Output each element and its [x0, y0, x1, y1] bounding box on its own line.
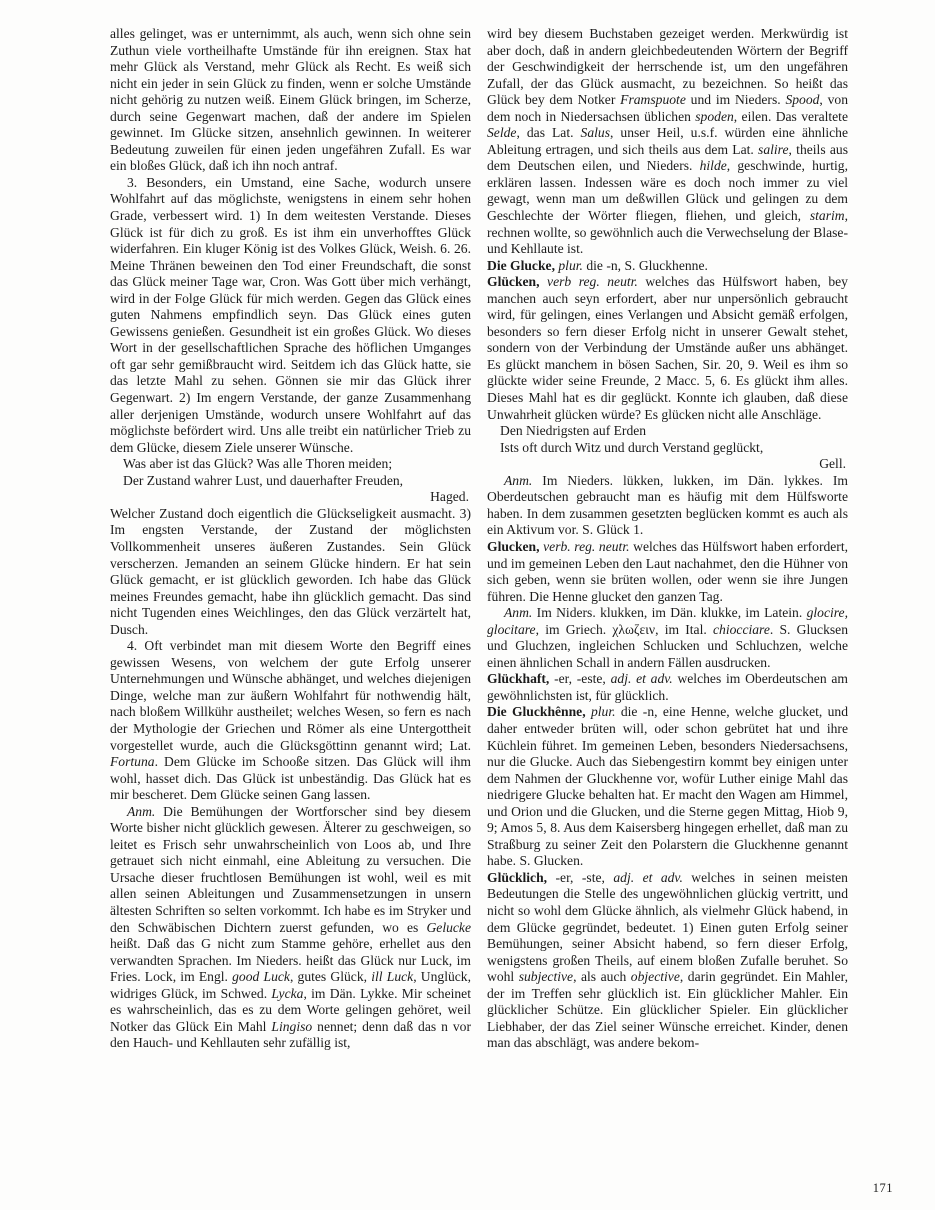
note-gluecken	[487, 473, 848, 539]
entry-glueckhaft	[487, 671, 848, 704]
continuation-paragraph	[487, 26, 848, 258]
text-segment: Im Nieders. lükken, lukken, im Dän. lykkes. Im Oberdeutschen gebraucht man es häufig mit dem Hülfsworte haben. In dem zusammen gesetzten beglücken kommt es auch als ein Aktivum vor. S. Glück 1.	[487, 472, 848, 538]
left-column	[110, 26, 471, 1052]
text-segment: -er, -ste,	[547, 869, 614, 885]
text-segment: starim	[809, 208, 845, 224]
text-segment: Glückhaft,	[487, 671, 550, 687]
right-column	[487, 26, 848, 1052]
text-segment: salire	[758, 141, 789, 157]
text-segment: Der Zustand wahrer Lust, und dauerhafter Freuden,	[123, 472, 404, 488]
text-segment	[540, 274, 548, 289]
entry-die-glucke	[487, 258, 848, 275]
text-segment: Glücklich,	[487, 869, 548, 885]
text-segment: Spood	[785, 92, 820, 108]
text-segment: Im Niders. klukken, im Dän. klukke, im Latein.	[532, 605, 807, 621]
text-segment: chiocciare	[713, 621, 770, 637]
sense-3-continued-paragraph	[110, 506, 471, 638]
text-segment: , rechnen wollte, so gewöhnlich auch die Verwechselung der Blase- und Kehllaute ist.	[487, 208, 848, 257]
text-segment: hilde	[699, 158, 727, 174]
page-columns	[110, 26, 848, 1052]
text-segment: Anm.	[504, 472, 533, 488]
text-segment: die -n, S. Gluckhenne.	[582, 257, 708, 273]
text-segment: , das Lat.	[516, 125, 581, 141]
text-segment: verb. reg. neutr.	[543, 538, 630, 554]
text-segment: Gell.	[819, 456, 846, 472]
text-segment: welches in seinen meisten Bedeutungen die Stelle des ungewöhnlichen glückig vertritt, und nicht so wohl dem Glücke ähnlich, als vielmehr Glück habend, in dem Glücke gegründet, bedeutet. 1) Einen guten Erfolg seiner Bemühungen, seiner Absicht habend, so fern dieser Erfolg, wenigstens großen Theils, auf einem bloßen Zufalle beruhet. So wohl	[487, 869, 848, 985]
text-segment: welches das Hülfswort haben erfordert, und im gemeinen Leben den Laut nachahmet, den die Hühner von sich geben, wenn sie brüten wollen, oder wenn sie ihre Jungen führen. Die Henne glucket den ganzen Tag.	[487, 538, 849, 604]
text-segment: , darin gegründet. Ein Mahler, der im Treffen sehr glücklich ist. Ein glücklicher Mahler. Ein glücklicher Schütze. Ein glücklicher Spieler. Ein glücklicher Liebhaber, der das Ziel seiner Wünsche erreichet. Kinder, denen man das abschlägt, was andere bekom-	[487, 969, 848, 1051]
text-segment: , geschwinde, hurtig, erklären lassen. Indessen wäre es doch noch immer zu viel gewagt, wenn man um deßwillen Glück und gelingen zu dem Geschlechte der Wörter fliegen, fliehen, und gleich,	[487, 158, 848, 224]
verse-line	[487, 440, 848, 457]
text-segment: heißt. Daß das G nicht zum Stamme gehöre, erhellet aus den verwandten Sprachen. Im Nieders. heißt das Glück nur Luck, im Fries. Lock, im Engl.	[110, 936, 471, 985]
text-segment: 4. Oft verbindet man mit diesem Worte den Begriff eines gewissen Wesens, von welchem der gute Erfolg unserer Unternehmungen und Wünsche abhänget, und welches diejenigen Dinge, welche man zur äußern Wohlfahrt für nothwendig hält, nach bloßem Willkühr austheilet; welches Wesen, so fern es nach der Mythologie der Griechen und Römer als eine Untergottheit vorgestellet wurde, auch die Glücksgöttinn genannt wird; Lat.	[110, 638, 471, 753]
page-number: 171	[872, 1181, 893, 1195]
entry-gluecken	[487, 274, 848, 423]
text-segment: wird bey diesem Buchstaben gezeiget werden. Merkwürdig ist aber doch, daß in andern gleichbedeutenden Wörtern der Begriff der Geschwindigkeit der herrschende ist, um den ungefähren Zufall, der das Glück ausmacht, zu bezeichnen. So heißt das Glück bey dem Notker	[487, 26, 848, 108]
text-segment: alles gelinget, was er unternimmt, als auch, wenn sich ohne sein Zuthun viele vortheilhafte Umstände für ihn ereignen. Stax hat mehr Glück als Verstand, mehr Glück als Recht. Es weiß sich nicht ein jeder in sein Glück zu finden, wenn er solche Umstände nicht gehörig zu nutzen weiß. Einem Glück bringen, im Scherze, durch seine Gegenwart machen, daß der andere im Spielen gewinnet. Im Glücke sitzen, ansehnlich gewinnen. In weiterer Bedeutung zuweilen für einen jeden ungefähren Zufall. Es war ein bloßes Glück, daß ich ihn noch antraf.	[110, 26, 471, 174]
text-segment: ill Luck	[371, 969, 414, 985]
text-segment: nennet; denn daß das n vor den Hauch- und Kehllauten sehr zufällig ist,	[110, 1018, 471, 1051]
text-segment: Anm.	[504, 605, 533, 621]
text-segment: , im Griech. χλωζειν, im Ital.	[535, 621, 713, 637]
text-segment: , theils aus dem Deutschen eilen, und Nieders.	[487, 141, 848, 174]
note-glucken	[487, 605, 848, 671]
text-segment: Ists oft durch Witz und durch Verstand geglückt,	[500, 439, 764, 455]
text-segment: Die Gluckhênne,	[487, 704, 586, 720]
text-segment: und im Nieders.	[685, 92, 786, 108]
text-segment: , im Dän. Lykke. Mir scheinet es wahrscheinlich, das es zu dem Worte gelingen gehöret, weil Notker das Glück Ein Mahl	[110, 985, 471, 1034]
text-segment: Glücken,	[487, 274, 540, 290]
text-segment: Die Bemühungen der Wortforscher sind bey diesem Worte bisher nicht glücklich gewesen. Älterer zu geschweigen, so leitet es Frisch sehr unwahrscheinlich von Loos ab, und Ihre getrauet sich nicht einmahl, eine Ableitung zu versuchen. Die Ursache dieser fruchtlosen Bemühungen ist wohl, weil es mit allen seinen Ableitungen und Zusammensetzungen in unsern ältesten Schriften so selten vorkommt. Ich habe es im Stryker und den Schwäbischen Dichtern zuerst gefunden, wo es	[110, 803, 471, 935]
text-segment: glocire, glocitare	[487, 605, 848, 637]
text-segment: plur.	[590, 704, 616, 720]
text-segment: Lingiso	[271, 1018, 313, 1034]
text-segment: , gutes Glück,	[289, 969, 372, 985]
text-segment: . S. Glucksen und Gluchzen, ingleichen Schlucken und Schluchzen, welche einen ähnlichen Schall in andern Fällen ausdrucken.	[487, 621, 849, 670]
text-segment: Framspuote	[620, 92, 686, 108]
text-segment: Den Niedrigsten auf Erden	[500, 423, 647, 439]
text-segment: adj. et adv.	[610, 671, 673, 687]
text-segment: Selde	[487, 125, 517, 141]
text-segment: . Dem Glücke im Schooße sitzen. Das Glück will ihm wohl, hasset dich. Das Glück ist unbeständig. Das Glück hat es mir bescheret. Dem Glücke seinen Gang lassen.	[110, 754, 471, 803]
text-segment: good Luck	[232, 969, 290, 985]
text-segment: Lycka	[271, 985, 304, 1001]
entry-gluckhenne	[487, 704, 848, 869]
verse-attribution	[110, 489, 471, 506]
verse-attribution	[487, 456, 848, 473]
text-segment: subjective	[518, 969, 574, 985]
text-segment: 3. Besonders, ein Umstand, eine Sache, wodurch unsere Wohlfahrt auf das möglichste, wenigstens in einem sehr hohen Grade, verbessert wird. 1) In dem weitesten Verstande. Dieses Glück ist für dich zu groß. Es ist ihm ein unverhofftes Glück widerfahren. Ein kluger König ist des Volkes Glück, Weish. 6. 26. Meine Thränen beweinen den Tod einer Freundschaft, die sonst das Glück meiner Tage war, Cron. Was Gott über mich verhängt, wird in der Folge Glück für mich werden. Gegen das Glück eines guten Nahmens empfindlich seyn. Das Glück eines guten Gewissens genießen. Gesundheit ist ein großes Glück. Wo dieses Wort in der gesellschaftlichen Sprache des höflichen Umganges oft gar sehr gemißbraucht wird. Seitdem ich das Glück hatte, sie das letzte Mahl zu sehen. Gönnen sie mir das Glück ihrer Gegenwart. 2) Im engern Verstande, der ganze Zusammenhang aller derjenigen Umstände, wodurch unsere Wohlfahrt auf das möglichste befördert wird. Uns alle treibt ein natürlicher Trieb zu dem Glücke, diesem Ziele unserer Wünsche.	[110, 174, 471, 455]
verse-line	[487, 423, 848, 440]
text-segment: , eilen. Das veraltete	[733, 108, 848, 124]
text-segment: , als auch	[573, 969, 631, 985]
entry-glucken	[487, 539, 848, 605]
text-segment: Was aber ist das Glück? Was alle Thoren meiden;	[123, 456, 393, 472]
text-segment: adj. et adv.	[613, 869, 683, 885]
text-segment: Gelucke	[426, 919, 471, 935]
verse-line	[110, 473, 471, 490]
text-segment: die -n, eine Henne, welche glucket, und daher entweder brüten will, oder schon gebrütet hat und ihre Küchlein führet. Im gemeinen Leben, besonders Niedersachsens, nur die Glucke. Auch das Siebengestirn kommt bey einigen unter dem Nahmen der Gluckhenne vor, wofür Luther einige Mahl das niedrigere Glucke behalten hat. Er macht den Wagen am Himmel, und Orion und die Glucken, und die Sterne gegen Mittag, Hiob 9, 9; Amos 5, 8. Aus dem Kaisersberg hingegen erhellet, daß man zu Straßburg zu seiner Zeit den Polarstern die Gluckhenne genannt habe. S. Glucken.	[487, 704, 848, 869]
text-segment: Die Glucke,	[487, 257, 555, 273]
text-segment: Anm.	[127, 803, 156, 819]
continuation-paragraph	[110, 26, 471, 175]
text-segment: verb reg. neutr.	[547, 274, 638, 290]
text-segment: Glucken,	[487, 538, 540, 554]
sense-4-paragraph	[110, 638, 471, 803]
text-segment: Fortuna	[110, 754, 155, 770]
text-segment: Welcher Zustand doch eigentlich die Glückseligkeit ausmacht. 3) Im engsten Verstande, der Zustand der möglichsten Vollkommenheit unseres äußeren Zustandes. Sein Glück verscherzen. Jemanden an seinem Glücke hindern. Er hat sein Glück gemacht, er ist glücklich geworden. Ich habe das Glück meines Freundes gemacht, habe ihn glücklich gemacht. Das sind nicht Tugenden eines Weichlinges, den das Glück verzärtelt hat, Dusch.	[110, 505, 471, 637]
verse-line	[110, 456, 471, 473]
entry-gluecklich	[487, 870, 848, 1052]
text-segment: welches im Oberdeutschen am gewöhnlichsten ist, für glücklich.	[487, 671, 848, 703]
etymology-note-paragraph	[110, 804, 471, 1052]
text-segment: , unser Heil, u.s.f. würden eine ähnliche Ableitung ertragen, und sich theils aus dem Lat.	[487, 125, 848, 157]
text-segment: Salus	[580, 125, 610, 141]
text-segment: welches das Hülfswort haben, bey manchen auch seyn erfordert, aber nur unpersönlich gebraucht wird, für gelingen, eines Verlangen und Absicht gemäß erfolgen, besonders so fern dieser Erfolg nicht in unserer Gewalt stehet, sondern von der Verbindung der Umstände außer uns abhänget. Es glückt manchem in bösen Sachen, Sir. 20, 9. Weil es ihm so glückte wider seine Freunde, 2 Macc. 5, 6. Es glückt ihm alles. Dieses Mahl hat es dir geglückt. Konnte ich glauben, daß diese Unwahrheit glücken würde? Es glücken nicht alle Anschläge.	[487, 274, 848, 422]
text-segment: Haged.	[430, 489, 469, 505]
text-segment: spoden	[695, 108, 734, 124]
text-segment: , Unglück, widriges Glück, im Schwed.	[110, 969, 471, 1001]
text-segment: -er, -este,	[549, 671, 611, 687]
text-segment: objective	[630, 969, 680, 985]
text-segment: plur.	[558, 257, 583, 273]
sense-3-paragraph	[110, 175, 471, 456]
text-segment: , von dem noch in Niedersachsen üblichen	[487, 92, 848, 124]
